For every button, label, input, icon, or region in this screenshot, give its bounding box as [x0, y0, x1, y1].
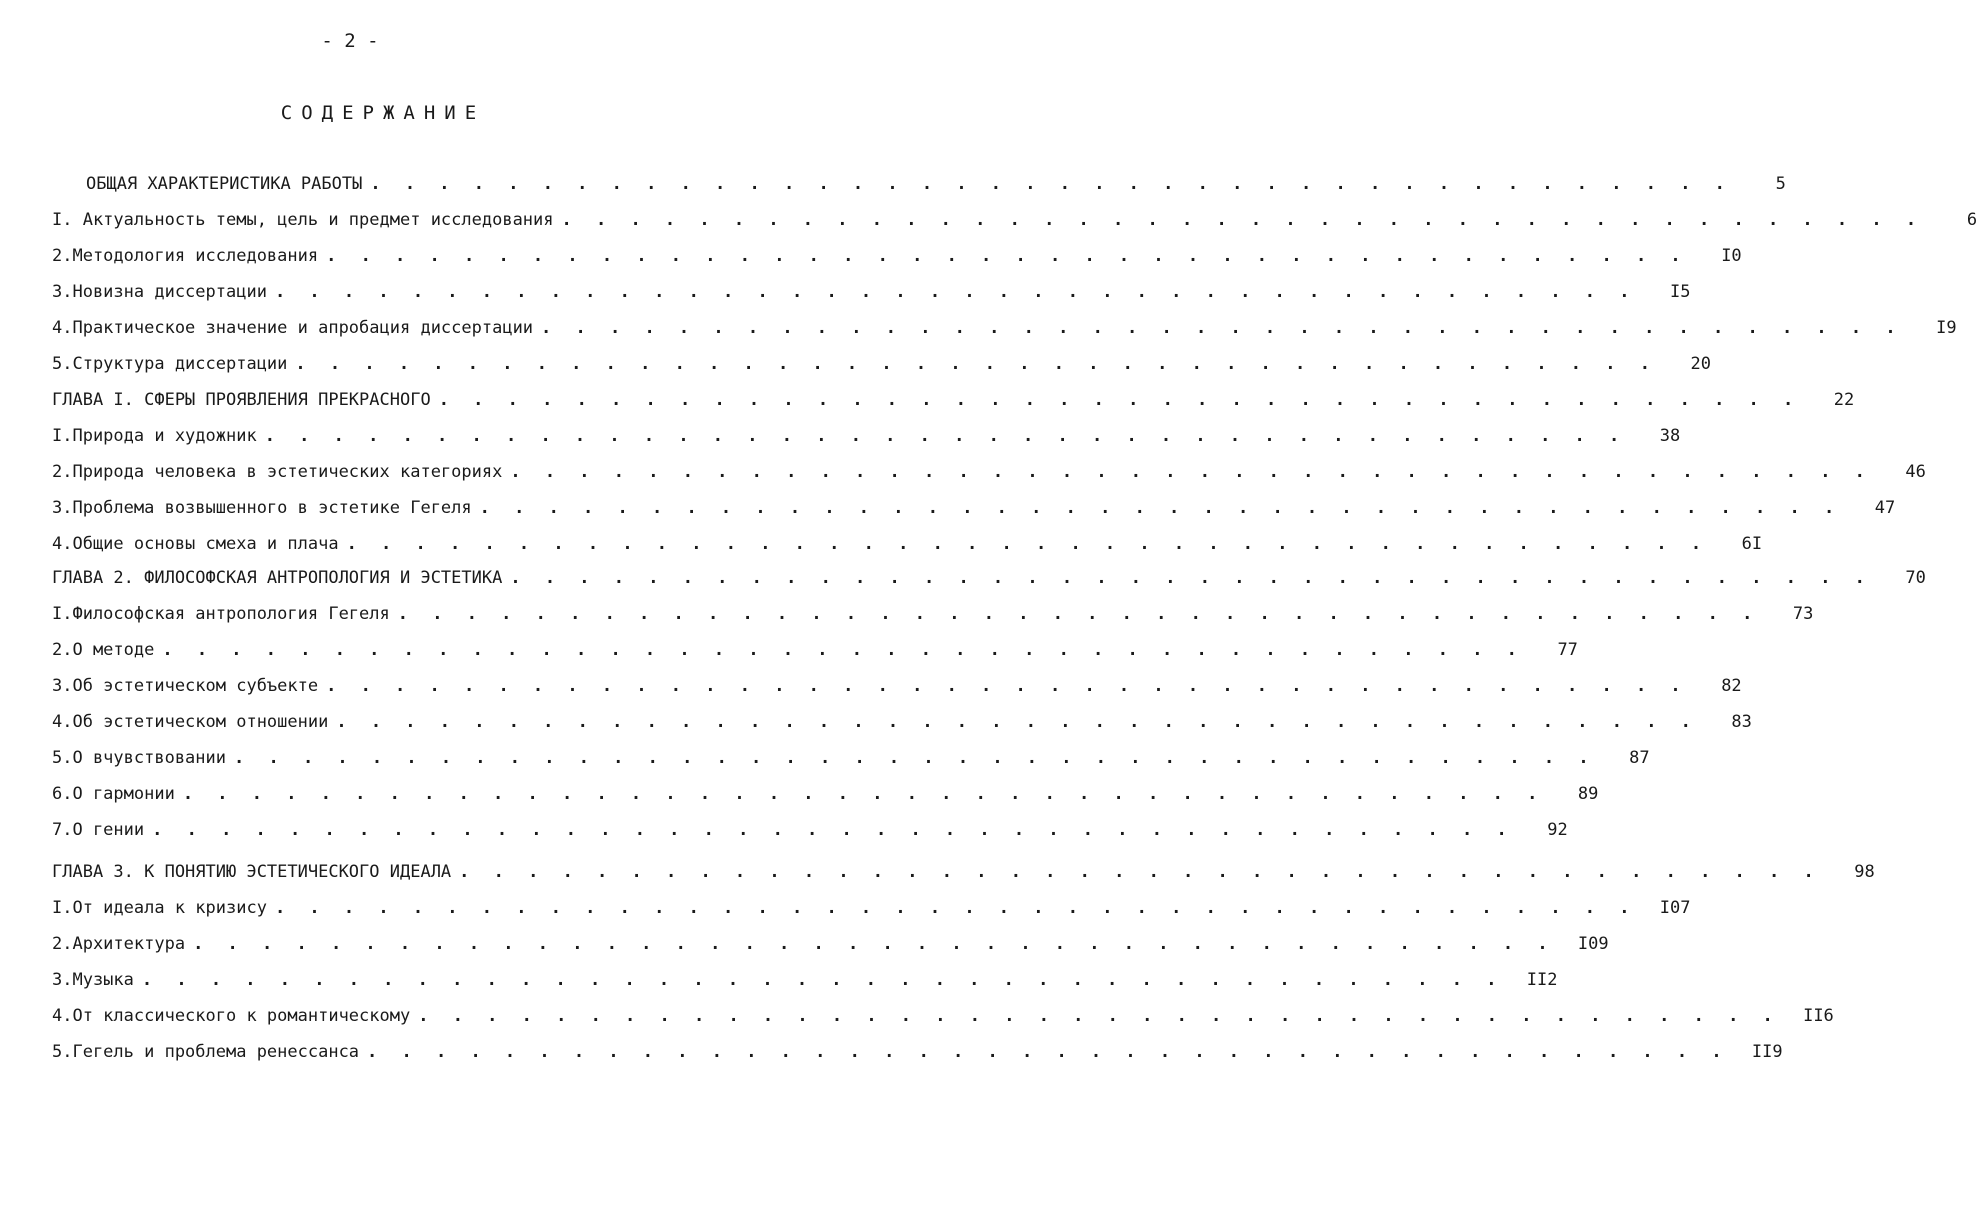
toc-leader: . . . . . . . . . . . . . . . . . . . . . . . . . . . . . . . . . . . . . . . .	[274, 898, 1637, 918]
toc-leader: . . . . . . . . . . . . . . . . . . . . . . . . . . . . . . . . . . . . . . . .	[510, 568, 1872, 588]
toc-leader: . . . . . . . . . . . . . . . . . . . . . . . . . . . . . . . . . . . . . . . .	[141, 970, 1504, 990]
toc-entry-page: 47	[1874, 498, 1896, 518]
toc-entry	[52, 318, 1957, 344]
toc-entry-label: 7.О гении	[52, 820, 145, 840]
toc-entry-page: II6	[1803, 1006, 1834, 1026]
toc-entry	[52, 568, 1926, 594]
toc-entry-page: 6	[1966, 210, 1977, 230]
toc-entry-label: 5.Гегель и проблема ренессанса	[52, 1042, 360, 1062]
toc-entry-page: I9	[1936, 318, 1957, 338]
toc-entry-page: 77	[1557, 640, 1578, 660]
toc-leader: . . . . . . . . . . . . . . . . . . . . . . . . . . . . . . . . . . . . . . . .	[367, 1042, 1729, 1062]
toc-leader: . . . . . . . . . . . . . . . . . . . . . . . . . . . . . . . . . . . . . . . .	[193, 934, 1555, 954]
toc-leader: . . . . . . . . . . . . . . . . . . . . . . . . . . . . . . . . . . . . . . . .	[264, 426, 1627, 446]
toc-entry-page: 38	[1659, 426, 1681, 446]
toc-entry-page: I07	[1659, 898, 1691, 918]
toc-entry-label: I.Философская антропология Гегеля	[52, 604, 390, 624]
toc-leader: . . . . . . . . . . . . . . . . . . . . . . . . . . . . . . . . . . . . . . . .	[326, 676, 1688, 696]
toc-entry-page: 5	[1775, 174, 1786, 194]
toc-entry-label: 2.Методология исследования	[52, 246, 319, 266]
toc-entry	[52, 748, 1650, 774]
toc-entry	[52, 712, 1752, 738]
toc-entry-label: 2.Архитектура	[52, 934, 186, 954]
toc-entry-page: 87	[1629, 748, 1650, 768]
toc-entry-label: 2.Природа человека в эстетических категориях	[52, 462, 503, 482]
toc-leader: . . . . . . . . . . . . . . . . . . . . . . . . . . . . . . . . . . . . . . . .	[234, 748, 1596, 768]
toc-entry-label: ОБЩАЯ ХАРАКТЕРИСТИКА РАБОТЫ	[86, 174, 363, 194]
toc-leader: . . . . . . . . . . . . . . . . . . . . . . . . . . . . . . . . . . . . . . . .	[182, 784, 1545, 804]
toc-entry	[52, 1042, 1783, 1068]
toc-entry	[52, 498, 1896, 524]
toc-entry-label: I.От идеала к кризису	[52, 898, 267, 918]
toc-entry	[52, 462, 1926, 488]
toc-entry-page: 70	[1905, 568, 1926, 588]
toc-entry	[52, 898, 1691, 924]
toc-entry	[52, 354, 1711, 380]
toc-entry	[52, 426, 1681, 452]
toc-entry-label: ГЛАВА 3. К ПОНЯТИЮ ЭСТЕТИЧЕСКОГО ИДЕАЛА	[52, 862, 452, 882]
toc-entry-label: 4.Общие основы смеха и плача	[52, 534, 339, 554]
toc-entry-page: 6I	[1741, 534, 1763, 554]
toc-leader: . . . . . . . . . . . . . . . . . . . . . . . . . . . . . . . . . . . . . . . .	[370, 174, 1732, 194]
toc-entry-label: 4.Об эстетическом отношении	[52, 712, 329, 732]
toc-entry-label: I. Актуальность темы, цель и предмет исследования	[52, 210, 554, 230]
toc-entry	[52, 640, 1578, 666]
toc-leader: . . . . . . . . . . . . . . . . . . . . . . . . . . . . . . . . . . . . . . . .	[541, 318, 1903, 338]
toc-entry-label: 6.О гармонии	[52, 784, 175, 804]
toc-leader: . . . . . . . . . . . . . . . . . . . . . . . . . . . . . . . . . . . . . . . .	[459, 862, 1821, 882]
toc-entry-page: I0	[1721, 246, 1742, 266]
toc-entry-page: 89	[1577, 784, 1599, 804]
toc-title: СОДЕРЖАНИЕ	[280, 102, 486, 124]
toc-entry-page: 92	[1547, 820, 1568, 840]
toc-entry-page: 46	[1905, 462, 1926, 482]
toc-entry-label: 3.Проблема возвышенного в эстетике Гегеля	[52, 498, 472, 518]
toc-leader: . . . . . . . . . . . . . . . . . . . . . . . . . . . . . . . . . . . . . . . .	[397, 604, 1760, 624]
toc-leader: . . . . . . . . . . . . . . . . . . . . . . . . . . . . . . . . . . . . . . . .	[479, 498, 1842, 518]
toc-leader: . . . . . . . . . . . . . . . . . . . . . . . . . . . . . . . . . . . . . . . .	[418, 1006, 1780, 1026]
toc-entry-page: II9	[1751, 1042, 1783, 1062]
toc-entry-page: 22	[1833, 390, 1855, 410]
toc-entry	[52, 1006, 1834, 1032]
toc-entry-page: 82	[1721, 676, 1742, 696]
toc-entry-page: I09	[1577, 934, 1609, 954]
toc-leader: . . . . . . . . . . . . . . . . . . . . . . . . . . . . . . . . . . . . . . . .	[162, 640, 1524, 660]
toc-entry-label: 5.О вчувствовании	[52, 748, 226, 768]
toc-entry	[52, 676, 1742, 702]
toc-leader: . . . . . . . . . . . . . . . . . . . . . . . . . . . . . . . . . . . . . . . .	[561, 210, 1924, 230]
toc-entry-label: ГЛАВА 2. ФИЛОСОФСКАЯ АНТРОПОЛОГИЯ И ЭСТЕТИКА	[52, 568, 503, 588]
toc-leader: . . . . . . . . . . . . . . . . . . . . . . . . . . . . . . . . . . . . . . . .	[510, 462, 1872, 482]
toc-entry	[52, 390, 1855, 416]
toc-entry	[52, 784, 1599, 810]
toc-entry-label: 3.Об эстетическом субъекте	[52, 676, 319, 696]
toc-entry	[52, 934, 1609, 960]
toc-entry	[52, 174, 1786, 200]
toc-leader: . . . . . . . . . . . . . . . . . . . . . . . . . . . . . . . . . . . . . . . .	[336, 712, 1698, 732]
toc-entry	[52, 862, 1875, 888]
toc-entry	[52, 970, 1558, 996]
toc-entry	[52, 210, 1977, 236]
toc-leader: . . . . . . . . . . . . . . . . . . . . . . . . . . . . . . . . . . . . . . . .	[346, 534, 1709, 554]
toc-entry-page: 73	[1792, 604, 1814, 624]
toc-leader: . . . . . . . . . . . . . . . . . . . . . . . . . . . . . . . . . . . . . . . .	[295, 354, 1657, 374]
toc-entry	[52, 246, 1742, 272]
toc-leader: . . . . . . . . . . . . . . . . . . . . . . . . . . . . . . . . . . . . . . . .	[326, 246, 1688, 266]
toc-entry-page: 98	[1854, 862, 1875, 882]
toc-leader: . . . . . . . . . . . . . . . . . . . . . . . . . . . . . . . . . . . . . . . .	[438, 390, 1801, 410]
toc-entry-label: 5.Структура диссертации	[52, 354, 288, 374]
toc-entry-label: 4.Практическое значение и апробация диссертации	[52, 318, 534, 338]
page-number: - 2 -	[321, 30, 379, 52]
toc-entry-label: I.Природа и художник	[52, 426, 257, 446]
toc-entry	[52, 282, 1691, 308]
toc-entry-label: 4.От классического к романтическому	[52, 1006, 411, 1026]
toc-entry-page: I5	[1670, 282, 1691, 302]
toc-entry-label: 2.О методе	[52, 640, 155, 660]
toc-entry	[52, 820, 1568, 846]
toc-entry-page: 83	[1731, 712, 1752, 732]
toc-leader: . . . . . . . . . . . . . . . . . . . . . . . . . . . . . . . . . . . . . . . .	[274, 282, 1637, 302]
toc-entry	[52, 534, 1763, 560]
toc-entry-label: ГЛАВА I. СФЕРЫ ПРОЯВЛЕНИЯ ПРЕКРАСНОГО	[52, 390, 431, 410]
toc-leader: . . . . . . . . . . . . . . . . . . . . . . . . . . . . . . . . . . . . . . . .	[152, 820, 1514, 840]
toc-entry-label: 3.Музыка	[52, 970, 134, 990]
toc-entry-page: 20	[1690, 354, 1711, 374]
toc-entry-label: 3.Новизна диссертации	[52, 282, 267, 302]
toc-entry	[52, 604, 1814, 630]
toc-entry-page: II2	[1526, 970, 1558, 990]
